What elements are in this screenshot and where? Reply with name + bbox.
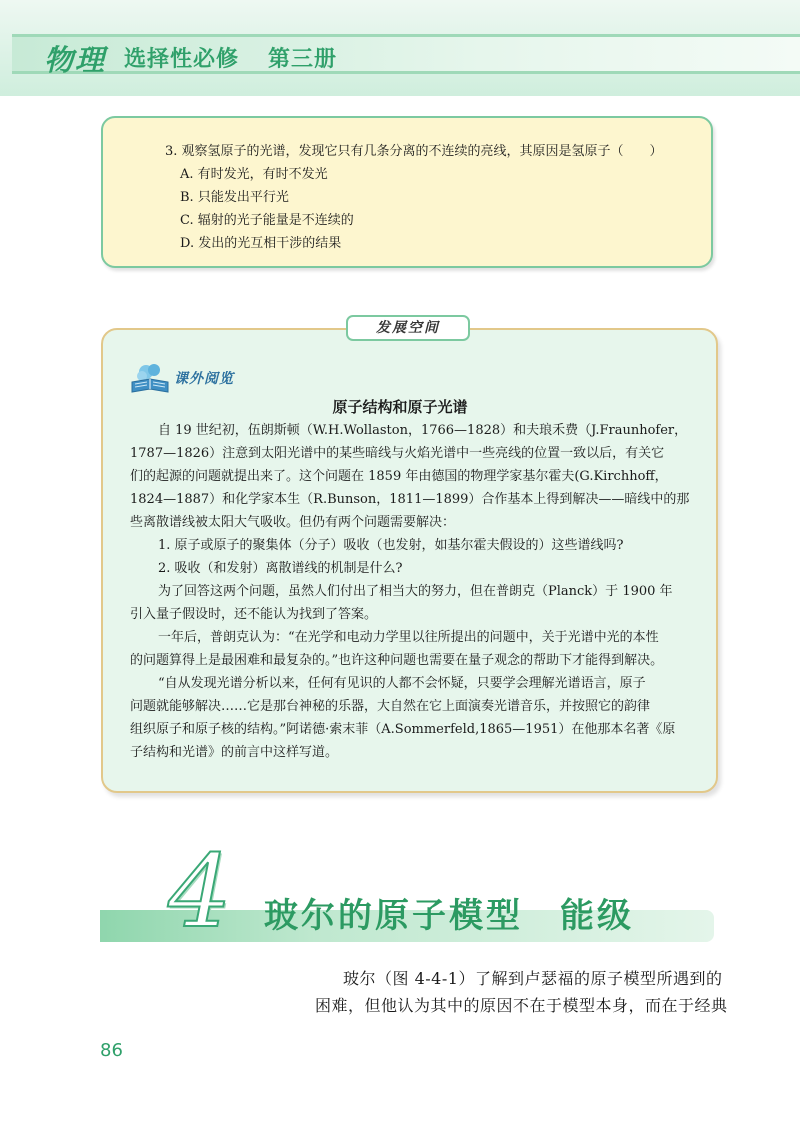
article-line: 些离散谱线被太阳大气吸收。但仍有两个问题需要解决： [130,515,456,530]
article-line: 问题就能够解决……它是那台神秘的乐器，大自然在它上面演奏光谱音乐，并按照它的韵律 [130,699,651,714]
extension-tab: 发展空间 [346,315,470,341]
article-line: 子结构和光谱》的前言中这样写道。 [130,745,339,760]
page-number: 86 [100,1040,123,1061]
section-title: 玻尔的原子模型 能级 [264,896,634,936]
article-line: 的问题算得上是最困难和最复杂的。”也许这种问题也需要在量子观念的帮助下才能得到解决。 [130,653,664,668]
option-d: D. 发出的光互相干涉的结果 [180,236,342,251]
article-line: 自 19 世纪初，伍朗斯顿（W.H.Wollaston，1766—1828）和夫琅禾费（J.Fraunhofer， [158,423,688,438]
reading-book-icon [128,362,172,394]
option-c: C. 辐射的光子能量是不连续的 [180,213,354,228]
article-line: 1787—1826）注意到太阳光谱中的某些暗线与火焰光谱中一些亮线的位置一致以后，有关它 [130,446,665,461]
reading-label: 课外阅览 [174,371,234,387]
header-book-title: 选择性必修 [124,47,240,72]
article-line: 1824—1887）和化学家本生（R.Bunson，1811—1899）合作基本上得到解决——暗线中的那 [130,492,690,507]
option-a: A. 有时发光，有时不发光 [180,167,328,182]
body-line: 困难，但他认为其中的原因不在于模型本身，而在于经典 [315,996,728,1015]
body-line: 玻尔（图 4-4-1）了解到卢瑟福的原子模型所遇到的 [343,969,723,988]
article-line: “自从发现光谱分析以来，任何有见识的人都不会怀疑，只要学会理解光谱语言，原子 [158,676,646,691]
section-number: 4 [168,833,232,950]
article-title: 原子结构和原子光谱 [332,398,468,416]
article-line: 一年后，普朗克认为：“在光学和电动力学里以往所提出的问题中，关于光谱中光的本性 [158,630,659,645]
article-line: 引入量子假设时，还不能认为找到了答案。 [130,607,378,622]
header-volume: 第三册 [268,47,338,72]
header-subject: 物理 [44,43,107,77]
question-stem: 3. 观察氢原子的光谱，发现它只有几条分离的不连续的亮线，其原因是氢原子（ ） [165,144,663,159]
article-line: 1. 原子或原子的聚集体（分子）吸收（也发射，如基尔霍夫假设的）这些谱线吗? [158,538,624,553]
article-line: 们的起源的问题就提出来了。这个问题在 1859 年由德国的物理学家基尔霍夫(G.Kirchhoff， [130,469,668,484]
article-line: 2. 吸收（和发射）离散谱线的机制是什么? [158,561,403,576]
option-b: B. 只能发出平行光 [180,190,289,205]
article-line: 为了回答这两个问题，虽然人们付出了相当大的努力，但在普朗克（Planck）于 1900 年 [158,584,673,599]
article-line: 组织原子和原子核的结构。”阿诺德·索末菲（A.Sommerfeld,1865—1951）在他那本名著《原 [130,722,676,737]
